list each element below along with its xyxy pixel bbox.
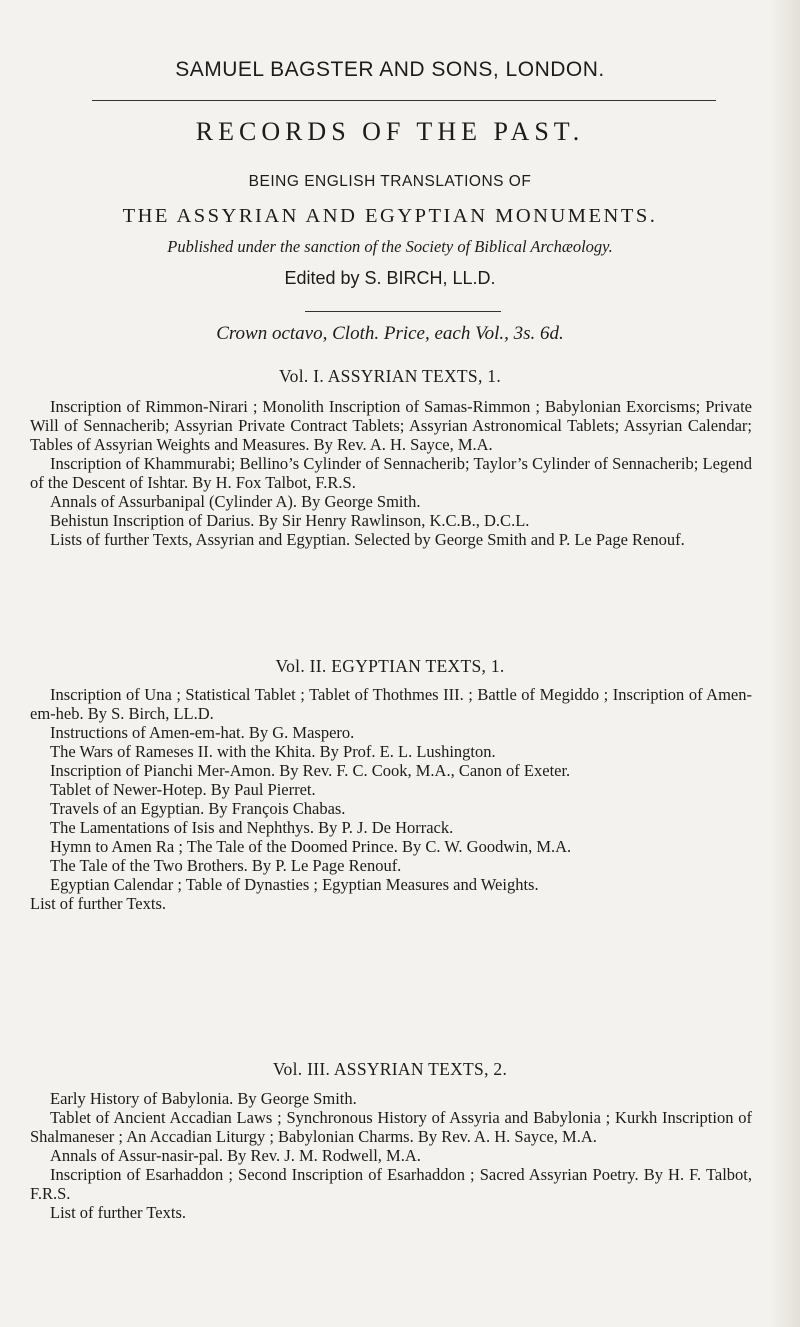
editor-line: Edited by S. BIRCH, LL.D. bbox=[284, 268, 496, 288]
volume-entry: Tablet of Newer-Hotep. By Paul Pierret. bbox=[50, 780, 316, 799]
volume-entry: Egyptian Calendar ; Table of Dynasties ; Egyptian Measures and Weights. bbox=[50, 875, 539, 894]
volume-entry: Lists of further Texts, Assyrian and Egyptian. Selected by George Smith and P. Le Page Renouf. bbox=[50, 530, 685, 549]
volume-contents bbox=[30, 685, 752, 913]
volume-entry: The Tale of the Two Brothers. By P. Le Page Renouf. bbox=[50, 856, 402, 875]
header-rule bbox=[92, 100, 716, 101]
volume-entry: The Lamentations of Isis and Nephthys. By P. J. De Horrack. bbox=[50, 818, 454, 837]
volume-contents bbox=[30, 397, 752, 549]
volume-entry: Behistun Inscription of Darius. By Sir Henry Rawlinson, K.C.B., D.C.L. bbox=[50, 511, 530, 530]
volume-entry: Inscription of Khammurabi; Bellino’s Cylinder of Sennacherib; Taylor’s Cylinder of Sennacherib; Legend of the Descent of Ishtar. By H. Fox Talbot, F.R.S. bbox=[30, 454, 752, 492]
volume-entry: Travels of an Egyptian. By François Chabas. bbox=[50, 799, 346, 818]
volume-entry: List of further Texts. bbox=[50, 1203, 187, 1222]
series-subtitle: BEING ENGLISH TRANSLATIONS OF bbox=[248, 173, 532, 190]
volume-entry: Inscription of Esarhaddon ; Second Inscription of Esarhaddon ; Sacred Assyrian Poetry. By H. F. Talbot, F.R.S. bbox=[30, 1165, 752, 1203]
short-rule bbox=[305, 311, 501, 312]
volume-heading: Vol. II. EGYPTIAN TEXTS, 1. bbox=[275, 656, 505, 676]
volume-heading: Vol. I. ASSYRIAN TEXTS, 1. bbox=[278, 366, 502, 386]
volume-entry: Inscription of Rimmon-Nirari ; Monolith Inscription of Samas-Rimmon ; Babylonian Exorcisms; Private Will of Sennacherib; Assyrian Private Contract Tablets; Assyrian Astronomical Tablets; Assyrian Calendar; Tables of Assyrian Weights and Measures. By Rev. A. H. Sayce, M.A. bbox=[30, 397, 752, 454]
sanction-note: Published under the sanction of the Society of Biblical Archæology. bbox=[167, 237, 613, 256]
volume-entry: Inscription of Pianchi Mer-Amon. By Rev. F. C. Cook, M.A., Canon of Exeter. bbox=[50, 761, 571, 780]
series-title: RECORDS OF THE PAST. bbox=[195, 117, 585, 146]
volume-entry: Annals of Assur-nasir-pal. By Rev. J. M. Rodwell, M.A. bbox=[50, 1146, 421, 1165]
volume-entry: Early History of Babylonia. By George Smith. bbox=[50, 1089, 357, 1108]
volume-entry: Instructions of Amen-em-hat. By G. Maspero. bbox=[50, 723, 355, 742]
volume-heading: Vol. III. ASSYRIAN TEXTS, 2. bbox=[272, 1059, 508, 1079]
volume-entry: Annals of Assurbanipal (Cylinder A). By George Smith. bbox=[50, 492, 421, 511]
volume-entry: Hymn to Amen Ra ; The Tale of the Doomed Prince. By C. W. Goodwin, M.A. bbox=[50, 837, 572, 856]
volume-entry: Inscription of Una ; Statistical Tablet ; Tablet of Thothmes III. ; Battle of Megiddo ; Inscription of Amen-em-heb. By S. Birch, LL.D. bbox=[30, 685, 752, 723]
price-line: Crown octavo, Cloth. Price, each Vol., 3s. 6d. bbox=[216, 323, 564, 344]
publisher-header: SAMUEL BAGSTER AND SONS, LONDON. bbox=[175, 58, 605, 81]
volume-entry: The Wars of Rameses II. with the Khita. By Prof. E. L. Lushington. bbox=[50, 742, 496, 761]
volume-entry: Tablet of Ancient Accadian Laws ; Synchronous History of Assyria and Babylonia ; Kurkh Inscription of Shalmaneser ; An Accadian Liturgy ; Babylonian Charms. By Rev. A. H. Sayce, M.A. bbox=[30, 1108, 752, 1146]
volume-contents bbox=[30, 1089, 752, 1222]
series-heading: THE ASSYRIAN AND EGYPTIAN MONUMENTS. bbox=[122, 205, 658, 227]
volume-entry: List of further Texts. bbox=[30, 894, 167, 913]
